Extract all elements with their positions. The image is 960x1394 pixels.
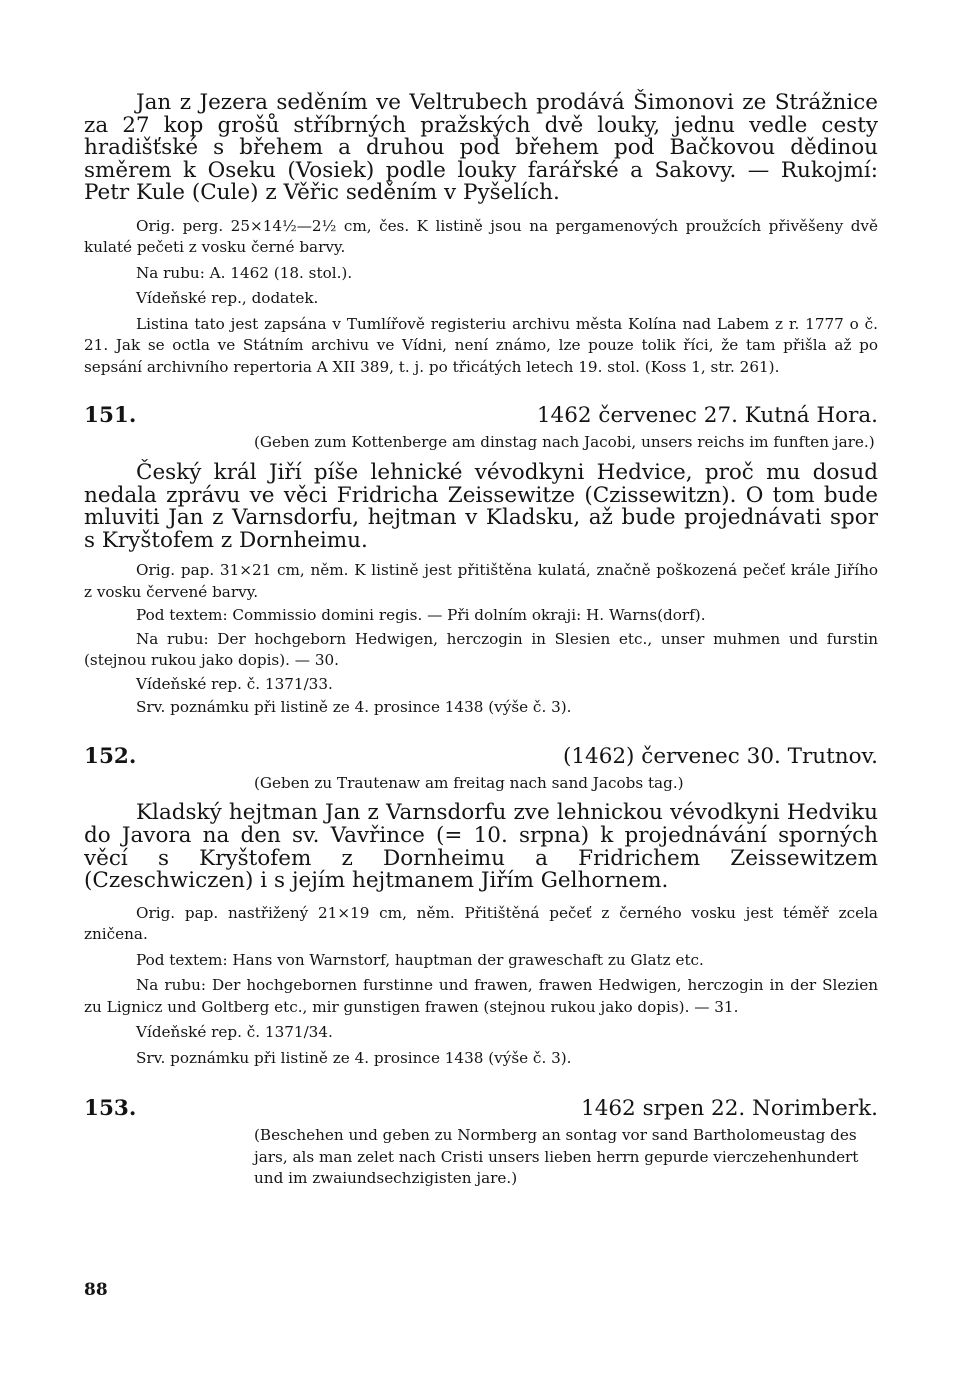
entry-152-date: (1462) červenec 30. Trutnov. <box>562 743 878 769</box>
entry-151-rep: Vídeňské rep. č. 1371/33. <box>136 674 333 693</box>
entry-153-heading <box>84 1097 878 1121</box>
entry-152-see: Srv. poznámku při listině ze 4. prosince 1438 (výše č. 3). <box>136 1048 572 1067</box>
entry-152-german: (Geben zu Trautenaw am freitag nach sand Jacobs tag.) <box>254 773 684 792</box>
entry-151-number: 151. <box>84 403 137 429</box>
entry-152-text-note: Pod textem: Hans von Warnstorf, hauptman der graweschaft zu Glatz etc. <box>136 950 704 969</box>
entry-150-note: Listina tato jest zapsána v Tumlířově registeriu archivu města Kolína nad Labem z r. 1777 o č. 21. Jak se octla ve Státním archivu ve Vídni, není známo, lze pouze tolik říci, že tam přišla až po sepsání archivního repertoria A XII 389, t. j. po třicátých letech 19. stol. (Koss 1, str. 261). <box>84 314 878 376</box>
entry-152-orig: Orig. pap. nastřižený 21×19 cm, něm. Přitištěná pečeť z černého vosku jest téměř zcela zničena. <box>84 903 878 944</box>
entry-150-rep: Vídeňské rep., dodatek. <box>136 289 319 308</box>
entry-151-heading <box>84 404 878 428</box>
entry-151-german: (Geben zum Kottenberge am dinstag nach Jacobi, unsers reichs im funften jare.) <box>254 433 875 452</box>
page-content <box>84 92 878 1190</box>
entry-151-text-note: Pod textem: Commissio domini regis. — Při dolním okraji: H. Warns(dorf). <box>136 606 706 625</box>
entry-150-orig: Orig. perg. 25×14½—2½ cm, čes. K listině jsou na pergamenových proužcích přivěšeny dvě kulaté pečeti z vosku černé barvy. <box>84 216 878 257</box>
entry-150-tail <box>84 92 878 378</box>
entry-151 <box>84 404 878 718</box>
entry-152-heading <box>84 745 878 769</box>
entry-152-number: 152. <box>84 743 137 769</box>
entry-151-orig: Orig. pap. 31×21 cm, něm. K listině jest přitištěna kulatá, značně poškozená pečeť krále Jiřího z vosku červené barvy. <box>84 561 878 601</box>
entry-153-date: 1462 srpen 22. Norimberk. <box>581 1096 878 1122</box>
entry-152-verso: Na rubu: Der hochgebornen furstinne und frawen, frawen Hedwigen, herczogin in der Slezien zu Lignicz und Goltberg etc., mir gunstigen frawen (stejnou rukou jako dopis). — 31. <box>84 976 878 1016</box>
entry-153-number: 153. <box>84 1096 137 1122</box>
entry-153-german: (Beschehen und geben zu Normberg an sontag vor sand Bartholomeustag des jars, als man zelet nach Cristi unsers lieben herrn gepurde vierczehenhundert und im zwaiundsechzigisten jare.) <box>254 1126 859 1188</box>
entry-153 <box>84 1097 878 1190</box>
entry-151-verso: Na rubu: Der hochgeborn Hedwigen, herczogin in Slesien etc., unser muhmen und furstin (stejnou rukou jako dopis). — 30. <box>84 629 878 670</box>
entry-150-verso: Na rubu: A. 1462 (18. stol.). <box>136 263 353 282</box>
entry-152-summary: Kladský hejtman Jan z Varnsdorfu zve lehnickou vévodkyni Hedviku do Javora na den sv. Vavřince (= 10. srpna) k projednávání sporných věcí s Kryštofem z Dornheimu a Fridrichem Zeissewitzem (Czeschwiczen) i s jejím hejtmanem Jiřím Gelhornem. <box>84 800 878 894</box>
entry-151-see: Srv. poznámku při listině ze 4. prosince 1438 (výše č. 3). <box>136 698 572 717</box>
entry-152 <box>84 745 878 1069</box>
entry-151-summary: Český král Jiří píše lehnické vévodkyni Hedvice, proč mu dosud nedala zprávu ve věci Fridricha Zeissewitze (Czissewitzn). O tom bude mluviti Jan z Varnsdorfu, hejtman v Kladsku, až bude projednávati spor s Kryštofem z Dornheimu. <box>84 459 878 553</box>
page-number: 88 <box>84 1280 108 1300</box>
entry-152-rep: Vídeňské rep. č. 1371/34. <box>136 1023 333 1042</box>
entry-150-summary: Jan z Jezera seděním ve Veltrubech prodává Šimonovi ze Strážnice za 27 kop grošů stříbrných pražských dvě louky, jednu vedle cesty hradišťské s břehem a druhou pod břehem pod Bačkovou dědinou směrem k Oseku (Vosiek) podle louky farářské a Sakovy. — Rukojmí: Petr Kule (Cule) z Věřic seděním v Pyšelích. <box>84 90 878 206</box>
entry-151-date: 1462 červenec 27. Kutná Hora. <box>536 403 878 429</box>
